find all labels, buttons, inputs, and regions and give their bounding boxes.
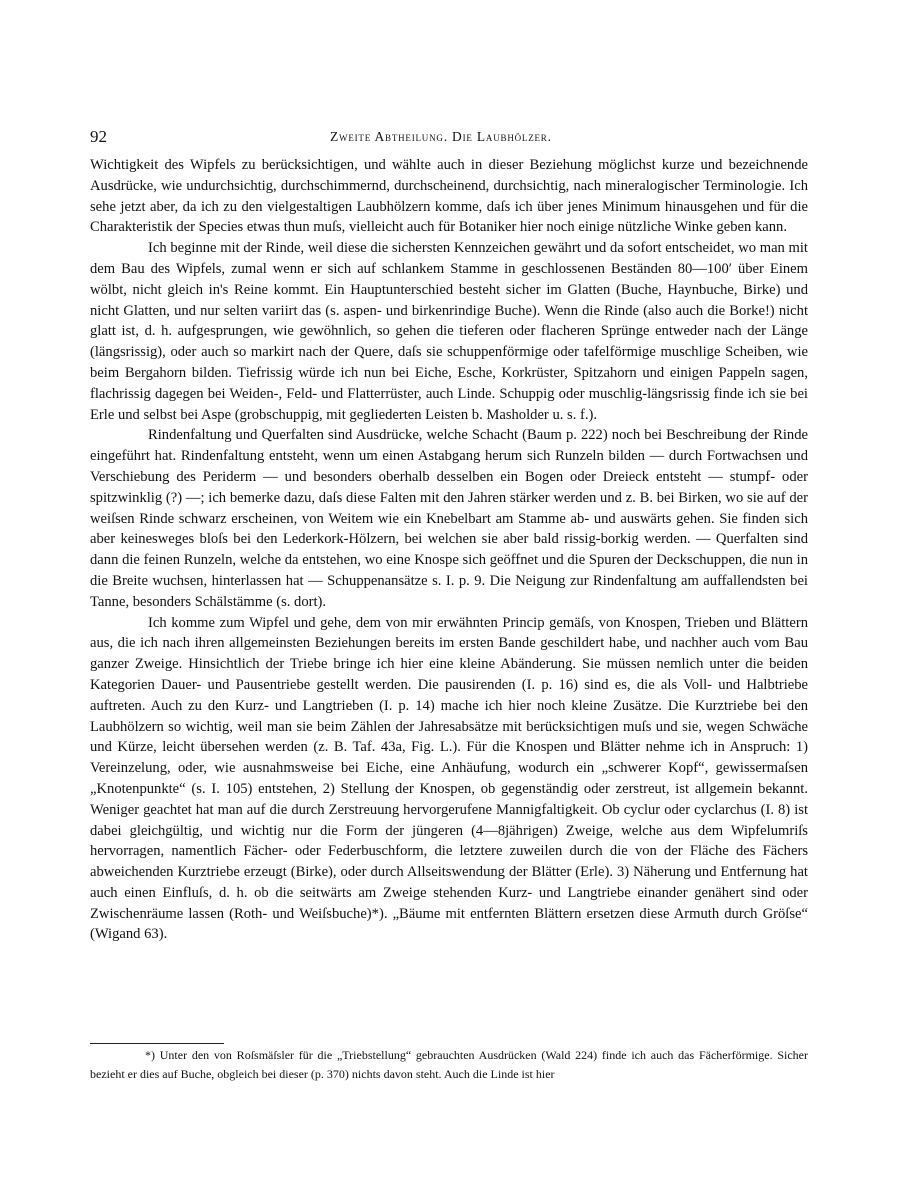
paragraph-1: Wichtigkeit des Wipfels zu berücksichtigen, und wählte auch in dieser Beziehung möglichst kurze und bezeichnende Ausdrücke, wie undurchsichtig, durchschimmernd, durchscheinend, durchsichtig, nach mineralogischer Terminologie. Ich sehe jetzt aber, da ich zu den vielgestaltigen Laubhölzern komme, daſs ich über jenes Minimum hinausgehen und für die Charakteristik der Species etwas thun muſs, vielleicht auch für Botaniker hier noch einige nützliche Winke geben kann. xyxy=(90,157,808,236)
paragraph-3: Rindenfaltung und Querfalten sind Ausdrücke, welche Schacht (Baum p. 222) noch bei Beschreibung der Rinde eingeführt hat. Rindenfaltung entsteht, wenn um einen Astabgang herum sich Runzeln bilden — durch Fortwachsen und Verschiebung des Periderm — und besonders oberhalb desselben ein Bogen oder Dreieck entsteht — stumpf- oder spitzwinklig (?) —; ich bemerke dazu, daſs diese Falten mit den Jahren stärker werden und z. B. bei Birken, wo sie auf der weiſsen Rinde schwarz erscheinen, von Weitem wie ein Knebelbart am Stamme ab- und auswärts gehen. Sie finden sich aber keinesweges bloſs bei den Lederkork-Hölzern, bei welchen sie aber bald rissig-borkig werden. — Querfalten sind dann die feinen Runzeln, welche da entstehen, wo eine Knospe sich geöffnet und die Spuren der Deckschuppen, die nun in die Breite wuchsen, hinterlassen hat — Schuppenansätze s. I. p. 9. Die Neigung zur Rindenfaltung am auffallendsten bei Tanne, besonders Schälstämme (s. dort). xyxy=(90,427,808,610)
page-number: 92 xyxy=(90,127,107,146)
paragraph-4: Ich komme zum Wipfel und gehe, dem von mir erwähnten Princip gemäſs, von Knospen, Trieben und Blättern aus, die ich nach ihren allgemeinsten Beziehungen bereits im ersten Bande geschildert habe, und nachher auch vom Bau ganzer Zweige. Hinsichtlich der Triebe bringe ich hier eine kleine Abänderung. Sie müssen nemlich unter die beiden Kategorien Dauer- und Pausentriebe gestellt werden. Die pausirenden (I. p. 16) sind es, die als Voll- und Halbtriebe auftreten. Auch zu den Kurz- und Langtrieben (I. p. 14) mache ich hier noch kleine Zusätze. Die Kurztriebe bei den Laubhölzern so wichtig, weil man sie beim Zählen der Jahresabsätze mit berücksichtigen muſs und sie, wegen Schwäche und Kürze, leicht übersehen werden (z. B. Taf. 43a, Fig. L.). Für die Knospen und Blätter nehme ich in Anspruch: 1) Vereinzelung, oder, wie ausnahmsweise bei Eiche, eine Anhäufung, wodurch ein „schwerer Kopf“, gewissermaſsen „Knotenpunkte“ (s. I. 105) entstehen, 2) Stellung der Knospen, ob gegenständig oder zerstreut, ist allgemein bekannt. Weniger geachtet hat man auf die durch Zerstreuung hervorgerufene Mannigfaltigkeit. Ob cyclur oder cyclarchus (I. 8) ist dabei gleichgültig, und wichtig nur die Form der jüngeren (4—8jährigen) Zweige, welche aus dem Wipfelumriſs hervorragen, namentlich Fächer- oder Federbuschform, die letztere zuweilen durch die von der Fläche des Fächers abweichenden Kurztriebe erzeugt (Birke), oder durch Allseitswendung der Blätter (Erle). 3) Näherung und Entfernung hat auch einen Einfluſs, d. h. ob die seitwärts am Zweige stehenden Kurz- und Langtriebe einander genähert sind oder Zwischenräume lassen (Roth- und Weiſsbuche)*). „Bäume mit entfernten Blättern ersetzen diese Armuth durch Gröſse“ (Wigand 63). xyxy=(90,614,808,943)
paragraph-2: Ich beginne mit der Rinde, weil diese die sichersten Kennzeichen gewährt und da sofort entscheidet, wo man mit dem Bau des Wipfels, zumal wenn er sich auf schlankem Stamme in geschlossenen Beständen 80—100′ über Einem wölbt, nicht gleich in's Reine kommt. Ein Hauptunterschied besteht sicher im Glatten (Buche, Haynbuche, Birke) und nicht Glatten, und nur selten variirt das (s. aspen- und birkenrindige Buche). Wenn die Rinde (also auch die Borke!) nicht glatt ist, d. h. aufgesprungen, wie gewöhnlich, so gehen die tieferen oder flacheren Sprünge entweder nach der Länge (längsrissig), oder auch so markirt nach der Quere, daſs sie schuppenförmige oder tafelförmige muschlige Scheiben, wie beim Bergahorn bilden. Tiefrissig würde ich nun bei Eiche, Esche, Korkrüster, Spitzahorn und einigen Pappeln sagen, flachrissig dagegen bei Weiden-, Feld- und Flatterrüster, auch Linde. Schuppig oder muschlig-längsrissig finde ich sie bei Erle und selbst bei Aspe (grobschuppig, mit gegliederten Leisten b. Masholder u. s. f.). xyxy=(90,240,808,423)
footnote-divider xyxy=(90,1043,224,1044)
main-text xyxy=(90,155,808,945)
footnote: *) Unter den von Roſsmäſsler für die „Triebstellung“ gebrauchten Ausdrücken (Wald 224) finde ich auch das Fächerförmige. Sicher bezieht er dies auf Buche, obgleich bei dieser (p. 370) nichts davon steht. Auch die Linde ist hier xyxy=(90,1048,808,1081)
running-head: Zweite Abtheilung. Die Laubhölzer. xyxy=(330,129,552,144)
